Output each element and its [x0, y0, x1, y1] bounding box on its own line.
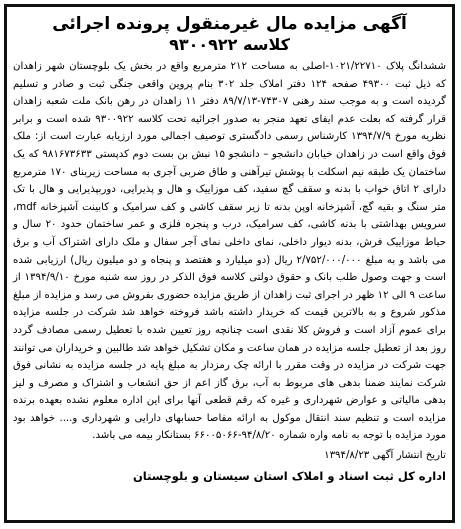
notice-body: ششدانگ پلاک ۱۰۲۱/۲۲۷۱۰-اصلی به مساحت ۲۱۲ مترمربع واقع در بخش یک بلوچستان شهر زاهدان که ذیل ثبت ۴۹۳۰۰ صفحه ۱۲۴ دفتر املاک جلد ۳۰۲ بنام پروین واقعی جنگی ثبت و صادر و تسلیم گردیده است و به موجب سند رهنی ۷۴۳۰۷-۸۹/۷/۱۳ دفتر ۱۱ زاهدان در رهن بانک ملت شعبه زاهدان قرار گرفته که بعلت عدم ایفای تعهد منجر به صدور اجرائیه تحت کلاسه ۹۳۰۰۹۲۲ شده است و برابر نظریه مورخ ۱۳۹۴/۷/۹ کارشناس رسمی دادگستری توصیف اجمالی مورد ارزیابه عبارت است از: ملک فوق واقع است در زاهدان خیابان دانشجو – دانشجو ۱۵ نبش بن بست دوم کدپستی ۹۸۱۶۷۳۶۳۳ که یک ساختمان یک طبقه نیم اسکلت با پوشش تیرآهنی و طاق ضربی آجری به مساحت زیربنای ۱۷۰ مترمربع دارای ۲ اتاق خواب با بدنه و سقف گچ سفید، کف موزاییک و هال و پذیرایی، دوربپذیرایی و هال با تک متر سنگ و بقیه گچ، آشپزخانه اوپن بدنه تا زیر سقف کاشی و کف سرامیک و کابینت آشپزخانه mdf، سرویس بهداشتی با بدنه کاشی، کف سرامیک، درب و پنجره فلزی و عمر ساختمان حدود ۲۰ سال و حیاط موزاییک فرش، بدنه دیوار داخلی، نمای داخلی نمای آجر سفال و ملک دارای اشتراک آب و برق می باشد و به مبلغ ۲/۷۵۲/۰۰۰/۰۰۰ ریال (دو میلیارد و هفتصد و پنجاه و دو میلیون ریال) ارزیابی شده است و جهت وصول طلب بانک و حقوق دولتی کلاسه فوق الذکر در روز سه شنبه مورخ ۱۳۹۴/۹/۱۰ از ساعت ۹ الی ۱۲ ظهر در اجرای ثبت زاهدان از طریق مزایده حضوری بفروش می رسد و مزایده از مبلغ مذکور شروع و به بالاترین قیمت که خریدار داشته باشد فروخته خواهد شد شرکت در جلسه مزایده برای عموم آزاد است و فروش کلا نقدی است چنانچه روز تعیین شده با تعطیل رسمی مصادف گردد روز بعد از تعطیل جلسه مزایده در همان ساعت و مکان تشکیل خواهد شد طالبین و خریداران می توانند جهت شرکت در مزایده در وقت مقرر با ارائه چک رمزدار به مبلغ پایه در جلسه مزایده به نشانی فوق شرکت نمایند ضمنا بدهی های مربوط به آب، برق گاز اعم از حق انشعاب و اشتراک و مصرف و لیز بدهی مالیاتی و عوارض شهرداری و غیره که رقم قطعی آنها برای این اداره معلوم نشده بعهده برنده مزایده است و تنظیم سند انتقال موکول به ارائه مفاصا حسابهای دارایی و شهرداری و.... خواهد بود مورد مزایده با توجه به نامه واره شماره ۹۴/۸/۲۰-۶۶۰۰۵۰۶۶ بستانکار بیمه می باشد.	[13, 61, 447, 442]
issuing-organization: اداره کل ثبت اسناد و املاک استان سیستان و بلوچستان	[132, 469, 446, 484]
notice-title: آگهی مزایده مال غیرمنقول پرونده اجرائی	[52, 14, 407, 34]
auction-notice	[4, 4, 455, 523]
case-number: کلاسه ۹۳۰۰۹۲۲	[169, 35, 290, 54]
publish-date: تاریخ انتشار آگهی ۱۳۹۴/۸/۲۳	[324, 450, 446, 462]
